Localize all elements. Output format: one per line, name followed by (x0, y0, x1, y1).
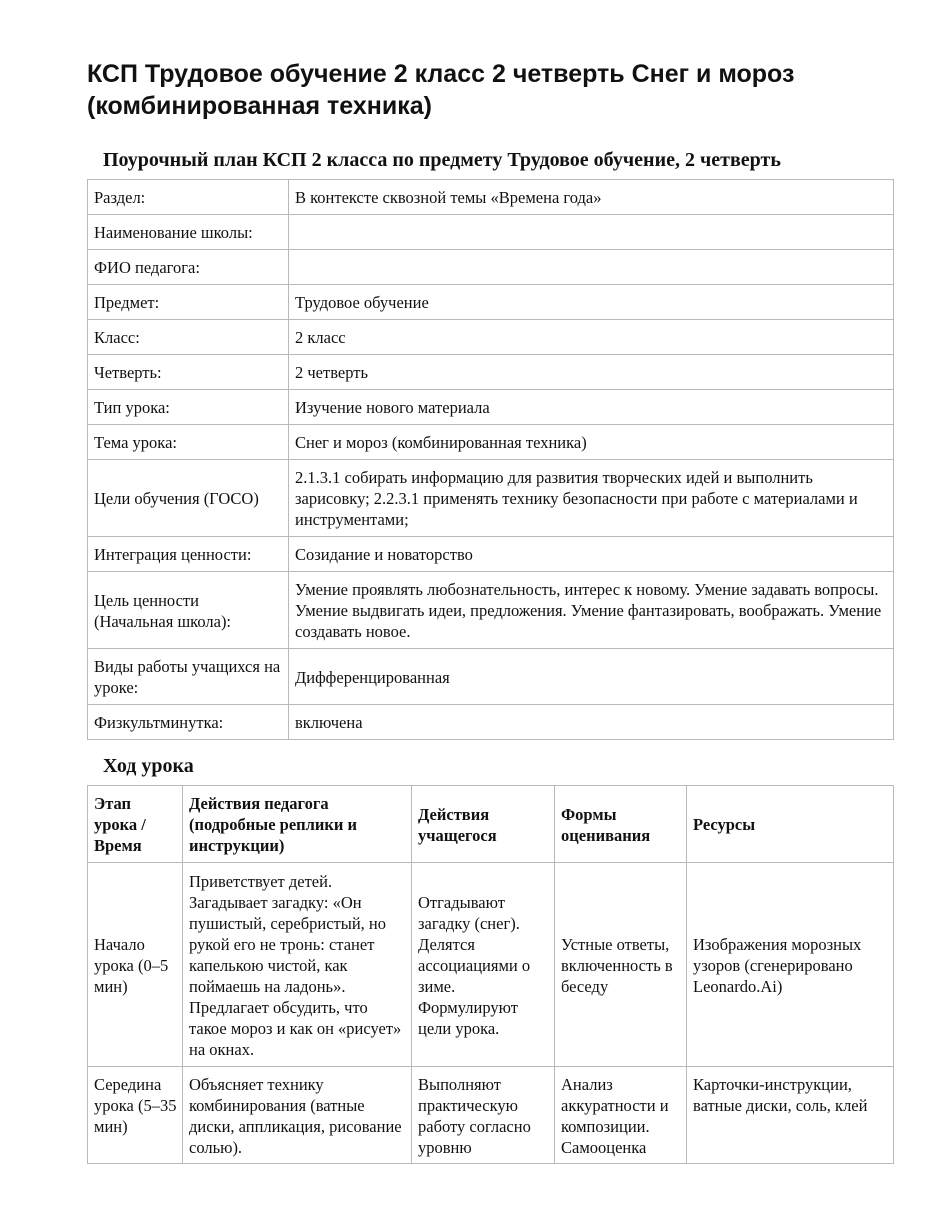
row-value: Снег и мороз (комбинированная техника) (289, 425, 894, 460)
teacher-actions-cell: Объясняет технику комбинирования (ватные диски, аппликация, рисование солью). (183, 1067, 412, 1164)
student-actions-cell: Отгадывают загадку (снег). Делятся ассоциациями о зиме. Формулируют цели урока. (412, 863, 555, 1067)
column-header-assessment: Формы оценивания (555, 786, 687, 863)
table-row (88, 1067, 894, 1164)
row-label: Тип урока: (88, 390, 289, 425)
row-value: 2.1.3.1 собирать информацию для развития творческих идей и выполнить зарисовку; 2.2.3.1 применять технику безопасности при работе с материалами и инструментами; (289, 460, 894, 537)
table-row (88, 705, 894, 740)
row-value: Дифференцированная (289, 649, 894, 705)
row-label: Физкультминутка: (88, 705, 289, 740)
resources-cell: Изображения морозных узоров (сгенерировано Leonardo.Ai) (687, 863, 894, 1067)
table-row (88, 537, 894, 572)
assessment-cell: Анализ аккуратности и композиции. Самооценка (555, 1067, 687, 1164)
table-row (88, 250, 894, 285)
document-title: КСП Трудовое обучение 2 класс 2 четверть Снег и мороз (комбинированная техника) (87, 60, 795, 120)
row-value: 2 класс (289, 320, 894, 355)
row-label: Наименование школы: (88, 215, 289, 250)
table-row (88, 180, 894, 215)
assessment-cell: Устные ответы, включенность в беседу (555, 863, 687, 1067)
row-value: Созидание и новаторство (289, 537, 894, 572)
lesson-flow-table (87, 785, 894, 1164)
row-label: ФИО педагога: (88, 250, 289, 285)
lesson-flow-heading: Ход урока (103, 755, 194, 777)
lesson-plan-table (87, 179, 894, 740)
table-row (88, 460, 894, 537)
table-row (88, 572, 894, 649)
column-header-student-actions: Действия учащегося (412, 786, 555, 863)
table-row (88, 215, 894, 250)
row-value: Трудовое обучение (289, 285, 894, 320)
row-label: Интеграция ценности: (88, 537, 289, 572)
row-label: Цель ценности (Начальная школа): (88, 572, 289, 649)
row-value: 2 четверть (289, 355, 894, 390)
table-row (88, 863, 894, 1067)
column-header-resources: Ресурсы (687, 786, 894, 863)
row-value: Умение проявлять любознательность, интерес к новому. Умение задавать вопросы. Умение выдвигать идеи, предложения. Умение фантазировать, воображать. Умение создавать новое. (289, 572, 894, 649)
row-value (289, 250, 894, 285)
row-label: Раздел: (88, 180, 289, 215)
row-value: В контексте сквозной темы «Времена года» (289, 180, 894, 215)
table-row (88, 355, 894, 390)
table-row (88, 425, 894, 460)
stage-cell: Начало урока (0–5 мин) (88, 863, 183, 1067)
row-value: включена (289, 705, 894, 740)
row-label: Класс: (88, 320, 289, 355)
table-row (88, 649, 894, 705)
row-label: Цели обучения (ГОСО) (88, 460, 289, 537)
table-row (88, 390, 894, 425)
row-value: Изучение нового материала (289, 390, 894, 425)
row-label: Предмет: (88, 285, 289, 320)
row-label: Четверть: (88, 355, 289, 390)
student-actions-cell: Выполняют практическую работу согласно уровню (412, 1067, 555, 1164)
table-header-row (88, 786, 894, 863)
column-header-teacher-actions: Действия педагога (подробные реплики и инструкции) (183, 786, 412, 863)
row-label: Виды работы учащихся на уроке: (88, 649, 289, 705)
row-value (289, 215, 894, 250)
column-header-stage: Этап урока / Время (88, 786, 183, 863)
stage-cell: Середина урока (5–35 мин) (88, 1067, 183, 1164)
row-label: Тема урока: (88, 425, 289, 460)
resources-cell: Карточки-инструкции, ватные диски, соль, клей (687, 1067, 894, 1164)
lesson-plan-heading: Поурочный план КСП 2 класса по предмету Трудовое обучение, 2 четверть (103, 149, 781, 171)
teacher-actions-cell: Приветствует детей. Загадывает загадку: «Он пушистый, серебристый, но рукой его не тронь: станет капелькою чистой, как поймаешь на ладонь». Предлагает обсудить, что такое мороз и как он «рисует» на окнах. (183, 863, 412, 1067)
table-row (88, 285, 894, 320)
table-row (88, 320, 894, 355)
